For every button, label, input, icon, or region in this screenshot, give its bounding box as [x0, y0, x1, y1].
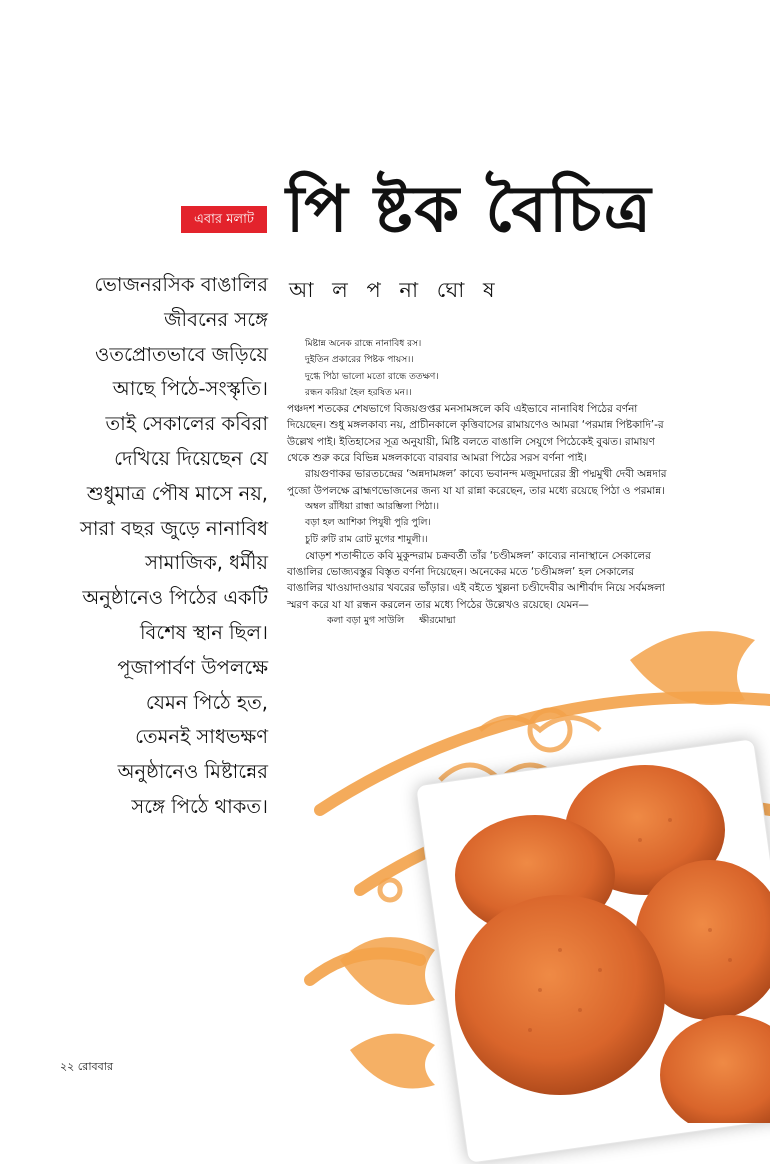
- article-title: পি ষ্টক বৈচিত্র: [286, 173, 653, 247]
- intro-line: ওতপ্রোতভাবে জড়িয়ে: [94, 342, 268, 366]
- author-byline: আ ল প না ঘো ষ: [289, 278, 501, 302]
- verse-line: দুগ্ধে পিঠা ভালো মতো রান্ধে ততক্ষণ।: [305, 371, 439, 382]
- paragraph: রায়গুণাকর ভারতচন্দ্রের ‘অন্নদামঙ্গল’ কাব্যে ভবানন্দ মজুমদারের স্ত্রী পদ্মমুখী দেবী অন্নদার পুজো উপলক্ষে ব্রাহ্মণভোজনের জন্য যা যা রান্না করেছেন, তার মধ্যে রয়েছে পিঠা ও পরমান্ন।: [287, 468, 667, 497]
- verse-block: [287, 613, 667, 629]
- verse-line: মিষ্টান্ন অনেক রান্ধে নানাবিধ রস।: [305, 339, 422, 349]
- intro-line: অনুষ্ঠানেও মিষ্টান্নের: [117, 760, 268, 784]
- section-tag: এবার মলাট: [181, 206, 267, 233]
- intro-line: সঙ্গে পিঠে থাকত।: [131, 794, 268, 818]
- intro-standfirst: [70, 268, 268, 825]
- intro-line: যেমন পিঠে হত,: [145, 690, 268, 714]
- intro-line: জীবনের সঙ্গে: [164, 307, 268, 331]
- page-folio: ২২ রোববার: [60, 1060, 113, 1073]
- intro-line: আছে পিঠে-সংস্কৃতি।: [112, 377, 268, 401]
- intro-line: বিশেষ স্থান ছিল।: [139, 620, 268, 644]
- intro-line: সামাজিক, ধর্মীয়: [145, 551, 268, 575]
- intro-line: দেখিয়ে দিয়েছেন যে: [114, 446, 268, 470]
- article-body: [287, 336, 667, 629]
- verse-block: [287, 499, 667, 548]
- intro-line: তাই সেকালের কবিরা: [105, 412, 268, 436]
- verse-line: দুইতিন প্রকারের পিষ্টক পায়স।।: [305, 355, 414, 366]
- verse-line: অম্বল রাঁধিয়া রান্ধা আরম্ভিলা পিঠা।।: [305, 500, 439, 512]
- pitha-image: [440, 760, 770, 1123]
- verse-block: [287, 336, 667, 401]
- verse-line: বড়া হল আশিকা পিযুষী পুরি পুলি।: [305, 517, 431, 529]
- paragraph: পঞ্চদশ শতকের শেষভাগে বিজয়গুপ্তর মনসামঙ্গলে কবি এইভাবে নানাবিধ পিঠের বর্ণনা দিয়েছেন। শুধু মঙ্গলকাব্য নয়, প্রাচীনকালে কৃত্তিবাসের রামায়ণেও আমরা ‘পরমান্ন পিষ্টকাদি’-র উল্লেখ পাই। ইতিহাসের সূত্র অনুযায়ী, মিষ্টি বলতে বাঙালি সেযুগে পিঠেকেই বুঝত। রামায়ণ থেকে শুরু করে বিভিন্ন মঙ্গলকাব্যে বারবার আমরা পিঠের সরস বর্ণনা পাই।: [287, 403, 664, 465]
- verse-line: চুটি রুটি রাম রোট মুগের শামুলী।।: [305, 533, 428, 545]
- verse-line: ক্ষীরমোদ্মা: [419, 615, 456, 627]
- intro-line: শুধুমাত্র পৌষ মাসে নয়,: [86, 481, 268, 505]
- intro-line: অনুষ্ঠানেও পিঠের একটি: [82, 586, 268, 610]
- intro-line: ভোজনরসিক বাঙালির: [94, 273, 268, 296]
- intro-line: সারা বছর জুড়ে নানাবিধ: [79, 516, 268, 540]
- intro-line: তেমনই সাধভক্ষণ: [135, 725, 268, 749]
- intro-line: পূজাপার্বণ উপলক্ষে: [117, 655, 268, 679]
- verse-line: রন্ধন করিয়া হৈল হরষিত মন।।: [305, 387, 412, 398]
- verse-line: কলা বড়া মুগ সাউলি: [327, 615, 405, 627]
- paragraph: ষোড়শ শতাব্দীতে কবি মুকুন্দরাম চক্রবর্তী তাঁর ‘চণ্ডীমঙ্গল’ কাব্যের নানাস্থানে সেকালের বাঙালির ভোজ্যবস্তুর বিস্তৃত বর্ণনা দিয়েছেন। অনেকের মতে ‘চণ্ডীমঙ্গল’ হল সেকালের বাঙালির খাওয়াদাওয়ার খবরের ভাঁড়ার। এই বইতে খুল্লনা চণ্ডীদেবীর আশীর্বাদ নিয়ে সর্বমঙ্গলা স্মরণ করে যা যা রন্ধন করলেন তার মধ্যে পিঠের উল্লেখও রয়েছে। যেমন—: [287, 549, 665, 611]
